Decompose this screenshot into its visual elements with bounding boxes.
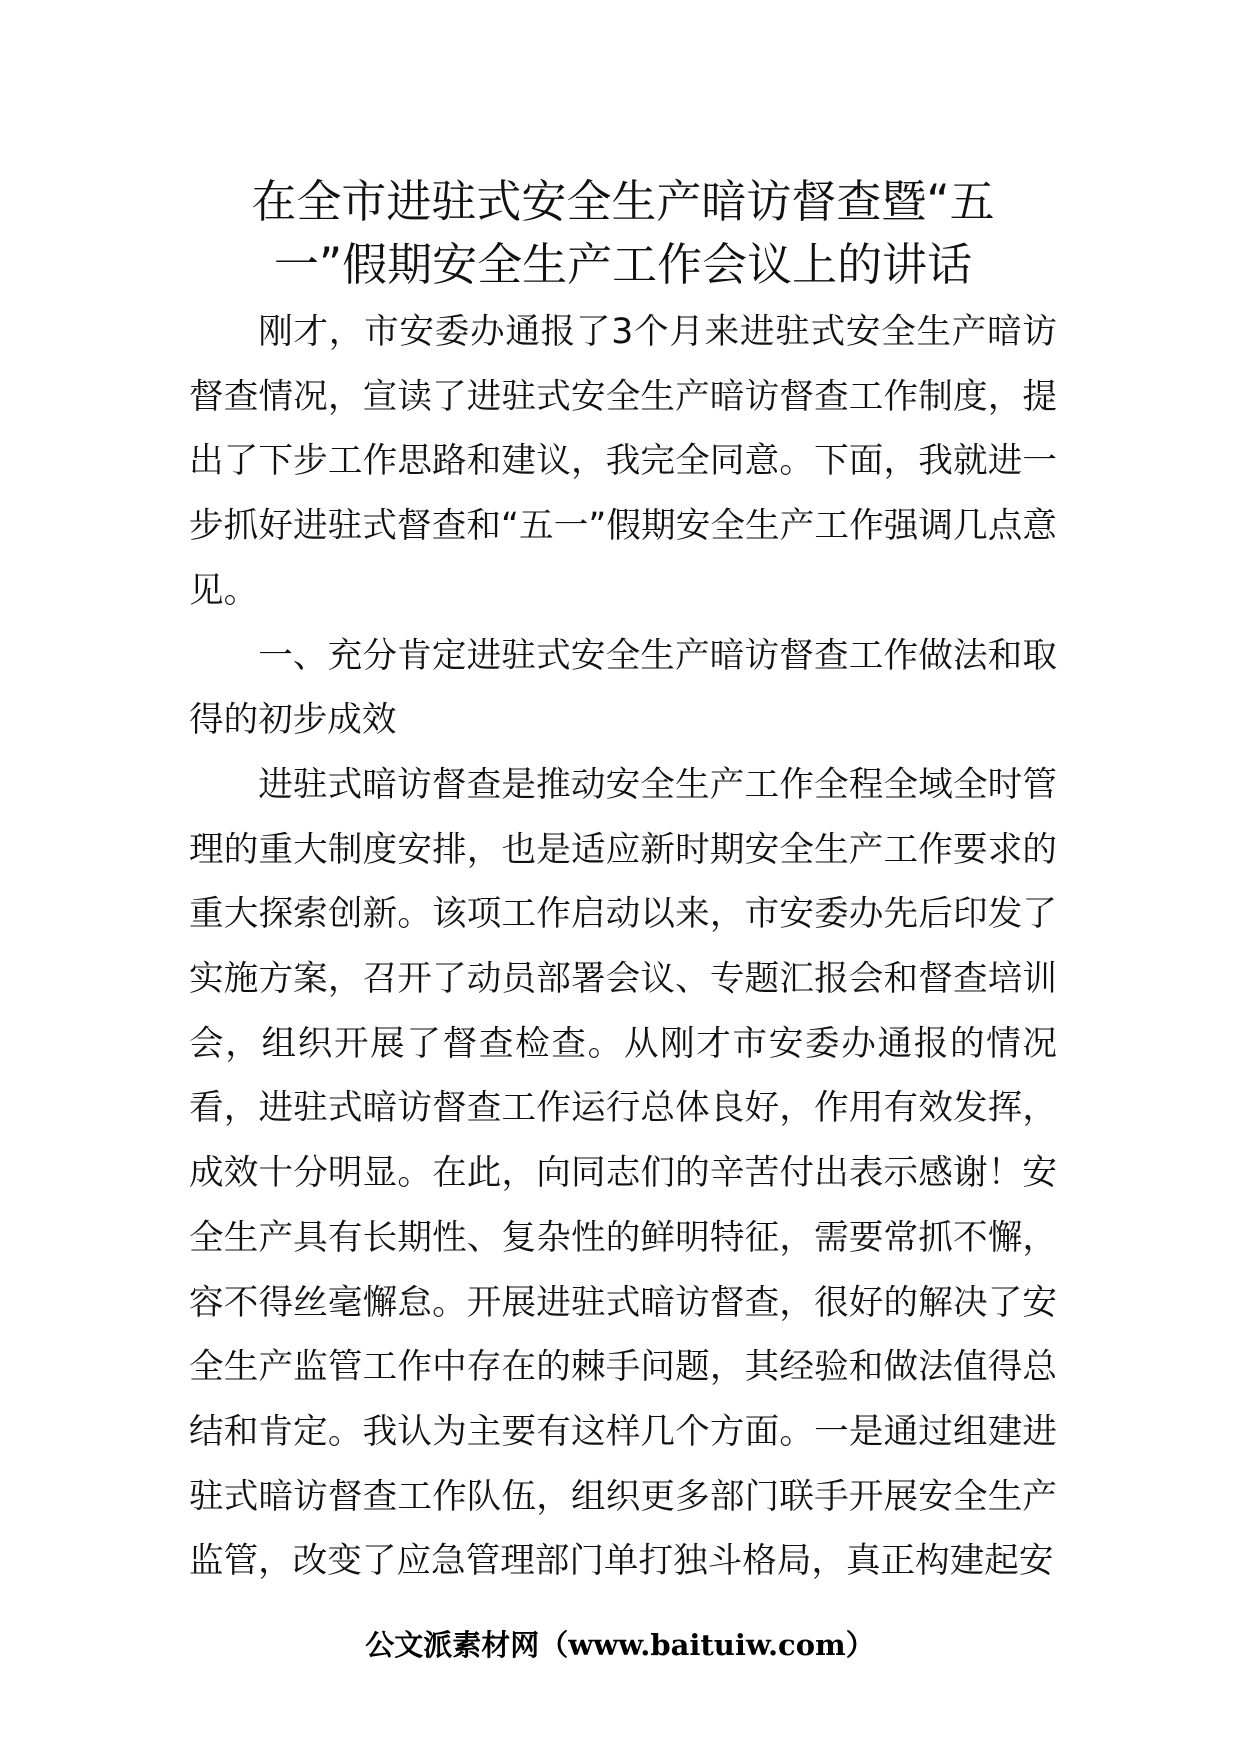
- document-content: [189, 170, 1057, 1594]
- footer-watermark: 公文派素材网（www.baituiw.com）: [365, 1628, 875, 1662]
- document-title: 在全市进驻式安全生产暗访督查暨“五一”假期安全生产工作会议上的讲话: [251, 175, 995, 291]
- section-heading-1: 一、充分肯定进驻式安全生产暗访督查工作做法和取得的初步成效: [189, 635, 1057, 741]
- paragraph-section-1-body: 进驻式暗访督查是推动安全生产工作全程全域全时管理的重大制度安排，也是适应新时期安全生产工作要求的重大探索创新。该项工作启动以来，市安委办先后印发了实施方案，召开了动员部署会议、专题汇报会和督查培训会，组织开展了督查检查。从刚才市安委办通报的情况看，进驻式暗访督查工作运行总体良好，作用有效发挥，成效十分明显。在此，向同志们的辛苦付出表示感谢！安全生产具有长期性、复杂性的鲜明特征，需要常抓不懈，容不得丝毫懈怠。开展进驻式暗访督查，很好的解决了安全生产监管工作中存在的棘手问题，其经验和做法值得总结和肯定。我认为主要有这样几个方面。一是通过组建进驻式暗访督查工作队伍，组织更多部门联手开展安全生产监管，改变了应急管理部门单打独斗格局，真正构建起安: [189, 764, 1057, 1582]
- paragraph-intro: 刚才，市安委办通报了3个月来进驻式安全生产暗访督查情况，宣读了进驻式安全生产暗访督查工作制度，提出了下步工作思路和建议，我完全同意。下面，我就进一步抓好进驻式督查和“五一”假期安全生产工作强调几点意见。: [189, 312, 1057, 611]
- document-body: [189, 300, 1057, 1594]
